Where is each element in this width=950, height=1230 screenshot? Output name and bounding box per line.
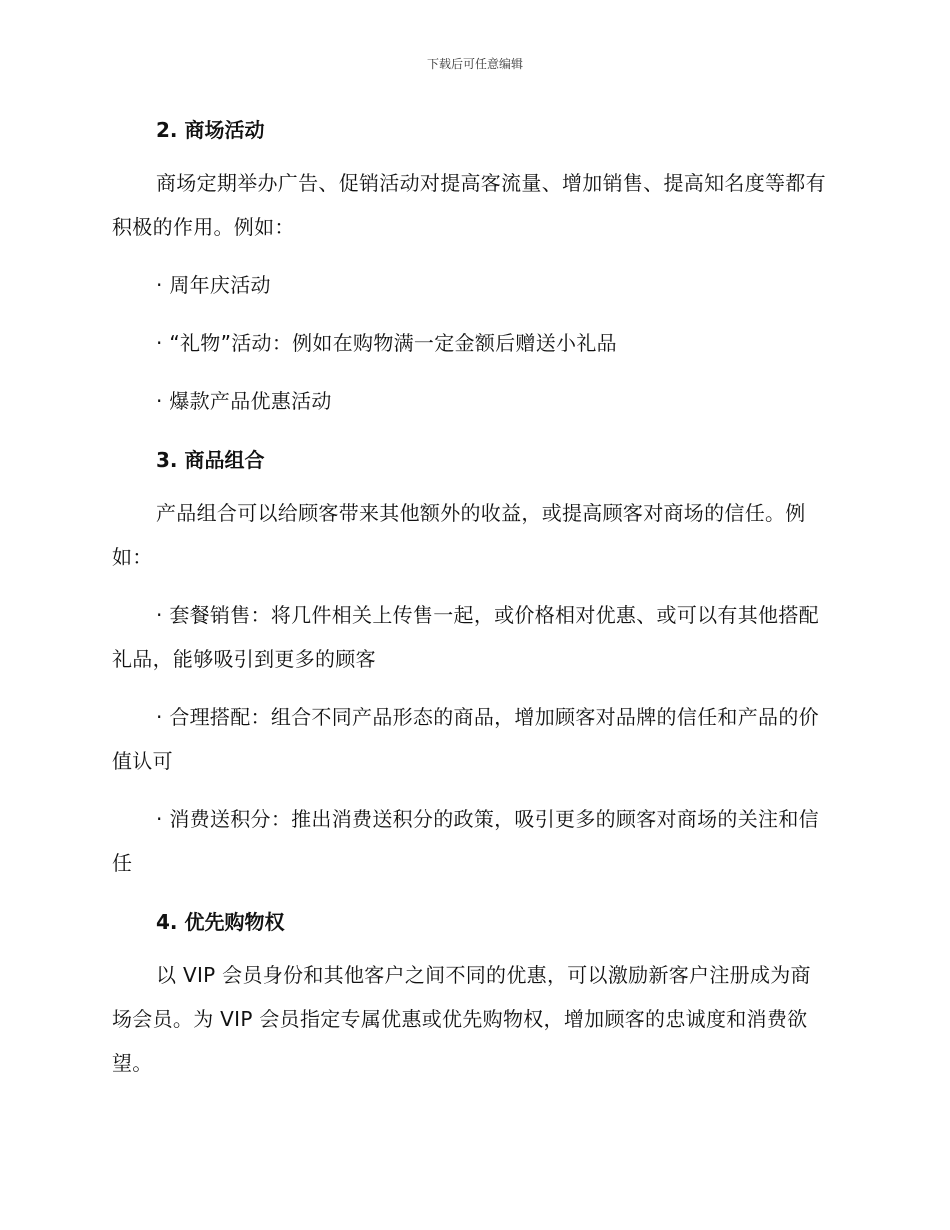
section-product-bundles bbox=[112, 443, 830, 885]
section-intro: 产品组合可以给顾客带来其他额外的收益，或提高顾客对商场的信任。例如： bbox=[112, 501, 806, 569]
section-intro: 商场定期举办广告、促销活动对提高客流量、增加销售、提高知名度等都有积极的作用。例如： bbox=[112, 171, 826, 239]
section-intro: 以 VIP 会员身份和其他客户之间不同的优惠，可以激励新客户注册成为商场会员。为 VIP 会员指定专属优惠或优先购物权，增加顾客的忠诚度和消费欲望。 bbox=[112, 963, 811, 1075]
section-heading: 4. 优先购物权 bbox=[156, 910, 285, 934]
header-note: 下载后可任意编辑 bbox=[426, 57, 523, 71]
section-priority-shopping bbox=[112, 905, 830, 1085]
section-heading: 3. 商品组合 bbox=[156, 448, 265, 472]
list-item: · 爆款产品优惠活动 bbox=[156, 389, 332, 413]
list-item: · 合理搭配：组合不同产品形态的商品，增加顾客对品牌的信任和产品的价值认可 bbox=[112, 705, 819, 773]
list-item: · 消费送积分：推出消费送积分的政策，吸引更多的顾客对商场的关注和信任 bbox=[112, 807, 819, 875]
document-body bbox=[112, 113, 830, 1085]
list-item: · 周年庆活动 bbox=[156, 273, 271, 297]
list-item: · 套餐销售：将几件相关上传售一起，或价格相对优惠、或可以有其他搭配礼品，能够吸引到更多的顾客 bbox=[112, 603, 819, 671]
section-mall-activities bbox=[112, 113, 830, 423]
section-heading: 2. 商场活动 bbox=[156, 118, 265, 142]
list-item: · “礼物”活动：例如在购物满一定金额后赠送小礼品 bbox=[156, 331, 617, 355]
